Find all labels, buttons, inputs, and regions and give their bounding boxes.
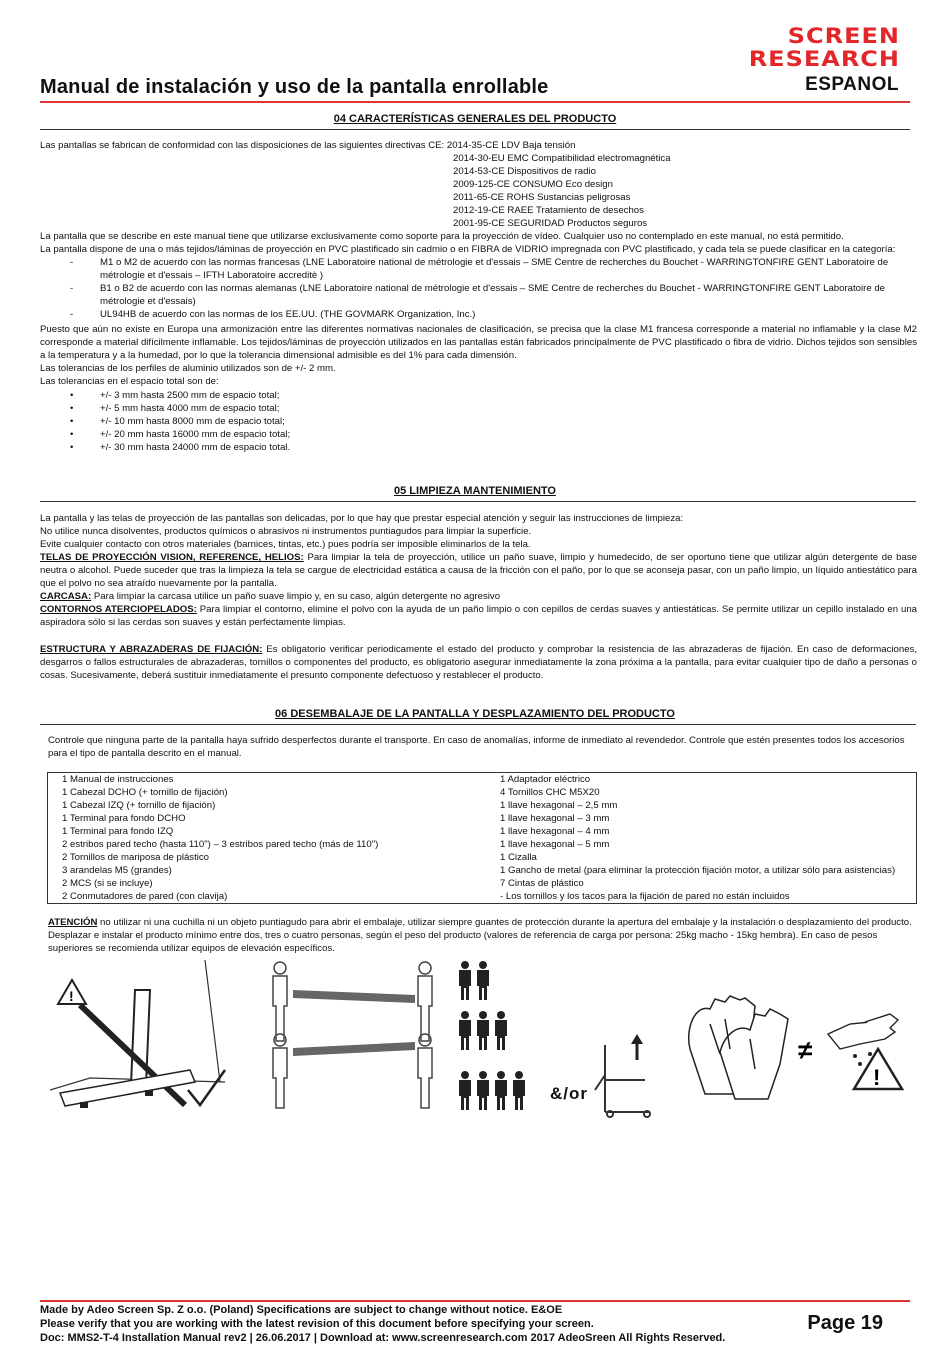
velvet-border-text: Para limpiar el contorno, elimine el polvo con la ayuda de un paño limpio o con cepillos de cerdas suaves y antiestáticas. Se permite utilizar un cepillo instalado en una aspiradora sólo si las cerdas son suaves y están perfectamente limpias. <box>40 604 917 628</box>
table-row <box>48 773 917 787</box>
person-icon <box>459 961 471 1000</box>
fabric-cleaning <box>40 551 917 590</box>
accessory-left: 1 Terminal para fondo DCHO <box>62 813 186 824</box>
accessory-right: - Los tornillos y los tacos para la fijación de pared no están incluidos <box>500 891 790 902</box>
velvet-border-cleaning <box>40 603 917 629</box>
table-row <box>48 864 917 877</box>
accessory-right: 1 llave hexagonal – 3 mm <box>500 813 610 824</box>
structure-label: ESTRUCTURA Y ABRAZADERAS DE FIJACIÓN: <box>40 644 263 655</box>
tolerance-item: +/- 10 mm hasta 8000 mm de espacio total; <box>100 416 285 427</box>
fabric-cleaning-label: TELAS DE PROYECCIÓN VISION, REFERENCE, HELIOS: <box>40 552 304 563</box>
footer-rule <box>40 1300 910 1302</box>
fabric-cleaning-text: Para limpiar la tela de proyección, utilice un paño suave, limpio y humedecido, de ser oportuno tiene que utilizar algún detergente de base neutra o alcohol. Puede suceder que tras la limpieza la tela se cargue de electricidad estática a causa de la fricción con el paño, por lo que se aconseja pasar, con un paño limpio, un líquido antiestático para que el polvo no sea atraído nuevamente por la pantalla. <box>40 552 917 589</box>
screen-research-logo <box>704 24 900 74</box>
aluminium-tolerance-text: Las tolerancias de los perfiles de aluminio utilizados son de +/- 2 mm. <box>40 363 336 374</box>
directive-item: 2009-125-CE CONSUMO Eco design <box>453 179 613 190</box>
footer-line-1: Made by Adeo Screen Sp. Z o.o. (Poland) Specifications are subject to change without notice. E&OE <box>40 1304 563 1316</box>
accessory-right: 1 llave hexagonal – 4 mm <box>500 826 610 837</box>
directive-item: 2014-30-EU EMC Compatibilidad electromagnética <box>453 153 671 164</box>
list-item: - B1 o B2 de acuerdo con las normas alemanas (LNE Laboratoire national de métrologie et d'essais – SME Centre de recherches du Bouchet - WARRINGTONFIRE GENT Laboratoire de métrologie et d'essais) <box>70 282 916 308</box>
directives-intro: Las pantallas se fabrican de conformidad con las disposiciones de las siguientes directivas CE: 2014-35-CE LDV Baja tensión <box>40 140 576 151</box>
structure-text: Es obligatorio verificar periodicamente el estado del producto y comprobar la resistencia de las abrazaderas de fijación. En caso de deformaciones, desgarros o fallos estructurales de abrazaderas, tornillos o componentes del producto, es obligatorio asegurar inmediatamente la zona próxima a la pantalla, para evitar cualquier tipo de daño a personas o cosas. Sucesivamente, deberá sustituir inmediatamente el presunto componente defectuoso y restablecer el producto. <box>40 644 917 681</box>
accessory-left: 3 arandelas M5 (grandes) <box>62 865 172 876</box>
attention-paragraph <box>48 916 924 955</box>
section-04-rule <box>40 129 910 130</box>
two-person-carry-illustration <box>265 960 450 1110</box>
directive-item: 2001-95-CE SEGURIDAD Productos seguros <box>453 218 648 229</box>
tolerance-item: +/- 30 mm hasta 24000 mm de espacio total. <box>100 442 291 453</box>
usage-text: La pantalla que se describe en este manual tiene que utilizarse exclusivamente como soporte para la proyección de vídeo. Cualquier uso no contemplado en este manual, no está permitido. <box>40 231 844 242</box>
table-row <box>48 812 917 825</box>
attention-label: ATENCIÓN <box>48 917 98 928</box>
table-row <box>48 851 917 864</box>
usage-paragraph <box>40 230 916 256</box>
table-row <box>48 786 917 799</box>
classification-text: UL94HB de acuerdo con las normas de los EE.UU. (THE GOVMARK Organization, Inc.) <box>100 309 476 320</box>
section-06-title: 06 DESEMBALAJE DE LA PANTALLA Y DESPLAZAMIENTO DEL PRODUCTO <box>275 708 675 720</box>
svg-text:!: ! <box>69 988 74 1004</box>
accessory-left: 2 Conmutadores de pared (con clavija) <box>62 891 228 902</box>
accessory-left: 1 Cabezal IZQ (+ tornillo de fijación) <box>62 800 216 811</box>
footer-line-2: Please verify that you are working with the latest revision of this document before specifying your screen. <box>40 1318 594 1330</box>
attention-text: no utilizar ni una cuchilla ni un objeto puntiagudo para abrir el embalaje, utilizar siempre guantes de protección durante la apertura del embalaje y la instalación o desplazamiento del producto. Desplazar e instalar el producto mínimo entre dos, tres o cuatro personas, según el peso del producto (valores de referencia de carga por persona: 25kg macho - 15kg hembra). En caso de pesos superiores se recomienda utilizar equipos de elevación específicos. <box>48 917 912 954</box>
table-row <box>48 799 917 812</box>
accessory-right: 4 Tornillos CHC M5X20 <box>500 787 600 798</box>
logo-line-1: SCREEN <box>787 23 900 49</box>
not-equal-sign: ≠ <box>798 1035 813 1065</box>
and-or-label: &/or <box>550 1084 588 1103</box>
accessory-right: 1 llave hexagonal – 5 mm <box>500 839 610 850</box>
cleaning-avoid-contact: Evite cualquier contacto con otros materiales (barnices, tintas, etc.) pues podría ser imposible eliminarlos de la tela. <box>40 539 531 550</box>
language-label: ESPANOL <box>805 74 899 95</box>
tolerance-item: +/- 5 mm hasta 4000 mm de espacio total; <box>100 403 280 414</box>
directive-item: 2014-53-CE Dispositivos de radio <box>453 166 596 177</box>
cleaning-no-solvents: No utilice nunca disolventes, productos químicos o abrasivos ni instrumentos puntiagudos para limpiar la superficie. <box>40 526 532 537</box>
gloves-illustration <box>680 994 910 1104</box>
list-item: • +/- 3 mm hasta 2500 mm de espacio total; <box>70 389 570 402</box>
total-tolerance-intro: Las tolerancias en el espacio total son de: <box>40 376 219 387</box>
velvet-border-label: CONTORNOS ATERCIOPELADOS: <box>40 604 197 615</box>
classification-text: M1 o M2 de acuerdo con las normas francesas (LNE Laboratoire national de métrologie et d'essais – SME Centre de recherches du Bouchet - WARRINGTONFIRE GENT Laboratoire de métrologie et d'essais – IFTH Laboratoire accreditè ) <box>100 257 889 281</box>
svg-text:!: ! <box>873 1065 881 1090</box>
list-item: • +/- 5 mm hasta 4000 mm de espacio total; <box>70 402 570 415</box>
directives-list <box>453 152 671 230</box>
structure-paragraph <box>40 643 917 682</box>
accessory-left: 2 estribos pared techo (hasta 110") – 3 estribos pared techo (más de 110") <box>62 839 379 850</box>
list-item: • +/- 20 mm hasta 16000 mm de espacio total; <box>70 428 570 441</box>
table-row <box>48 838 917 851</box>
do-not-cut-illustration <box>50 960 230 1120</box>
tolerance-paragraph <box>40 323 917 388</box>
footer-line-3: Doc: MMS2-T-4 Installation Manual rev2 | 26.06.2017 | Download at: www.screenresearch.com 2017 AdeoSreen All Rights Reserved. <box>40 1332 726 1344</box>
accessory-left: 2 Tornillos de mariposa de plástico <box>62 852 210 863</box>
tolerance-bullets <box>70 389 570 454</box>
directive-item: 2011-65-CE ROHS Sustancias peligrosas <box>453 192 631 203</box>
accessory-right: 1 Adaptador eléctrico <box>500 774 591 785</box>
accessory-left: 2 MCS (si se incluye) <box>62 878 153 889</box>
list-item: - UL94HB de acuerdo con las normas de los EE.UU. (THE GOVMARK Organization, Inc.) <box>70 308 916 321</box>
tolerance-item: +/- 3 mm hasta 2500 mm de espacio total; <box>100 390 280 401</box>
cleaning-section <box>40 512 917 629</box>
accessories-table <box>47 772 917 904</box>
accessory-left: 1 Terminal para fondo IZQ <box>62 826 174 837</box>
page-number: Page 19 <box>807 1312 883 1334</box>
list-item: • +/- 30 mm hasta 24000 mm de espacio total. <box>70 441 570 454</box>
header-rule <box>40 101 910 103</box>
fabric-text: La pantalla dispone de una o más tejidos/láminas de proyección en PVC plastificado sin cadmio o en FIBRA de VIDRIO impregnada con PVC plastificado, y cada tela se puede clasificar en la categoría: <box>40 244 896 255</box>
classification-list <box>70 256 916 321</box>
cleaning-intro: La pantalla y las telas de proyección de las pantallas son delicadas, por lo que hay que prestar especial atención y seguir las instrucciones de limpieza: <box>40 513 684 524</box>
section-06-rule <box>40 724 916 725</box>
logo-line-2: RESEARCH <box>748 46 900 72</box>
casing-cleaning <box>40 590 917 603</box>
accessory-left: 1 Cabezal DCHO (+ tornillo de fijación) <box>62 787 228 798</box>
directive-item: 2012-19-CE RAEE Tratamiento de desechos <box>453 205 644 216</box>
table-row <box>48 877 917 890</box>
unpacking-intro: Controle que ninguna parte de la pantalla haya sufrido desperfectos durante el transporte. En caso de anomalías, informe de inmediato al revendedor. Controle que estén presentes todos los accesorios para el tipo de pantalla descrito en el manual. <box>48 735 905 759</box>
accessory-right: 1 llave hexagonal – 2,5 mm <box>500 800 618 811</box>
list-item: - M1 o M2 de acuerdo con las normas francesas (LNE Laboratoire national de métrologie et d'essais – SME Centre de recherches du Bouchet - WARRINGTONFIRE GENT Laboratoire de métrologie et d'essais – IFTH Laboratoire accreditè ) <box>70 256 916 282</box>
section-05-title: 05 LIMPIEZA MANTENIMIENTO <box>394 485 556 497</box>
table-row <box>48 890 917 904</box>
document-title: Manual de instalación y uso de la pantalla enrollable <box>40 76 549 98</box>
accessory-right: 1 Cizalla <box>500 852 537 863</box>
table-row <box>48 825 917 838</box>
accessory-right: 1 Gancho de metal (para eliminar la protección fijación motor, a utilizar sólo para asistencias) <box>500 865 896 876</box>
casing-cleaning-label: CARCASA: <box>40 591 92 602</box>
casing-cleaning-text: Para limpiar la carcasa utilice un paño suave limpio y, en su caso, algún detergente no agresivo <box>91 591 501 602</box>
harmonization-text: Puesto que aún no existe en Europa una armonización entre las diferentes normativas nacionales de clasificación, se precisa que la clase M1 francesa corresponde a material no inflamable y la clase M2 corresponde a material difícilmente inflamable. Los tejidos/láminas de proyección utilizados en las pantallas están fabricados principalmente de PVC plastificado o fibra de vidrio. Dichos tejidos son sensibles a la temperatura y a la humedad, por lo que la tolerancia dimensional admisible es del 1% para cada dimensión. <box>40 324 917 361</box>
list-item: • +/- 10 mm hasta 8000 mm de espacio total; <box>70 415 570 428</box>
accessory-left: 1 Manual de instrucciones <box>62 774 174 785</box>
classification-text: B1 o B2 de acuerdo con las normas alemanas (LNE Laboratoire national de métrologie et d'essais – SME Centre de recherches du Bouchet - WARRINGTONFIRE GENT Laboratoire de métrologie et d'essais) <box>100 283 886 307</box>
section-05-rule <box>40 501 916 502</box>
section-04-title: 04 CARACTERÍSTICAS GENERALES DEL PRODUCTO <box>333 113 617 125</box>
accessory-right: 7 Cintas de plástico <box>500 878 584 889</box>
tolerance-item: +/- 20 mm hasta 16000 mm de espacio total; <box>100 429 291 440</box>
